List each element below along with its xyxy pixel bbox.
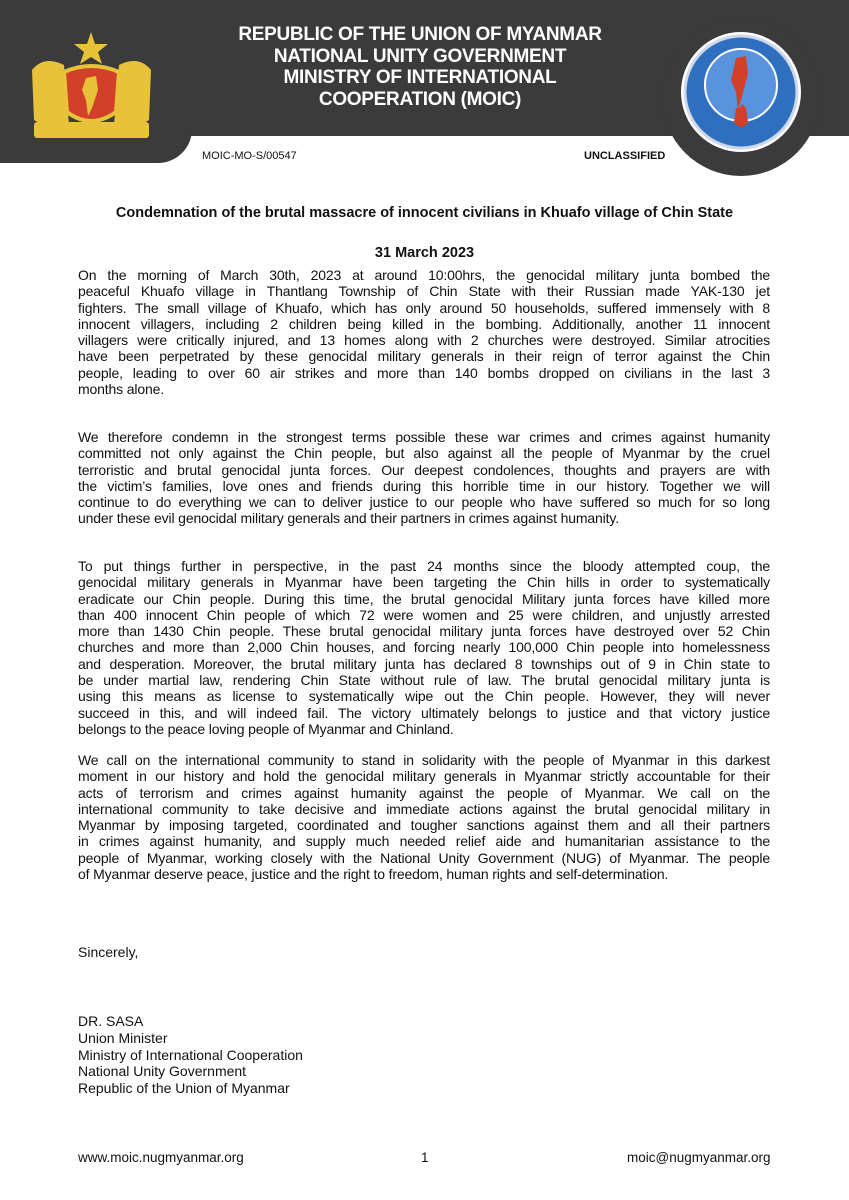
state-seal-emblem — [24, 30, 159, 142]
classification-label: UNCLASSIFIED — [584, 150, 666, 162]
footer-email-link[interactable]: moic@nugmyanmar.org — [627, 1150, 771, 1165]
line: succeed in this, and will indeed fail. The victory ultimately belongs to justice and that victory justice — [78, 704, 770, 721]
signatory-title: Union Minister — [78, 1029, 168, 1046]
line: To put things further in perspective, in the past 24 months since the bloody attempted coup, the — [78, 558, 770, 574]
line: and desperation. Moreover, the brutal military junta has declared 8 townships out of 9 in Chin state to — [78, 655, 770, 672]
line: moment in our history and hold the genocidal military generals in Myanmar strictly accountable for their — [78, 768, 770, 785]
line: fighters. The small village of Khuafo, which has only around 50 households, suffered immensely with 8 — [78, 299, 770, 316]
signatory-country: Republic of the Union of Myanmar — [78, 1080, 290, 1097]
header-line-ministry: MINISTRY OF INTERNATIONAL — [283, 67, 557, 88]
line: belongs to the peace loving people of Myanmar and Chinland. — [78, 720, 454, 737]
line: terroristic and brutal genocidal junta forces. Our deepest condolences, thoughts and prayers are with — [78, 461, 770, 478]
line: under these evil genocidal military generals and their partners in crimes against humanity. — [78, 510, 619, 527]
paragraph-2 — [78, 429, 770, 527]
line: international community to take decisive and immediate actions against the brutal genocidal military in — [78, 800, 770, 817]
line: people of Myanmar, working closely with the National Unity Government (NUG) of Myanmar. The people — [78, 849, 770, 866]
paragraph-3 — [78, 558, 770, 737]
header-line-government: NATIONAL UNITY GOVERNMENT — [273, 45, 567, 67]
header-line-cooperation: COOPERATION (MOIC) — [318, 88, 522, 110]
header-line-republic: REPUBLIC OF THE UNION OF MYANMAR — [238, 24, 602, 45]
closing: Sincerely, — [78, 944, 139, 960]
line: months alone. — [78, 381, 164, 398]
line: We call on the international community to stand in solidarity with the people of Myanmar in this darkest — [78, 752, 770, 768]
line: using this means as license to systematically wipe out the Chin people. However, they will never — [78, 688, 770, 705]
line: villagers were critically injured, and 13 homes along with 2 churches were destroyed. Similar atrocities — [78, 332, 770, 349]
line: of Myanmar deserve peace, justice and the right to freedom, human rights and self-determination. — [78, 866, 669, 883]
line: be under martial law, rendering Chin State without rule of law. The brutal genocidal military junta is — [78, 672, 770, 689]
line: On the morning of March 30th, 2023 at around 10:00hrs, the genocidal military junta bombed the — [78, 267, 770, 283]
page-number: 1 — [421, 1150, 429, 1165]
line: the victim’s families, love ones and friends during this horrible time in our history. Together we will — [78, 477, 770, 494]
line: eradicate our Chin people. During this time, the brutal genocidal Military junta forces have killed more — [78, 590, 770, 607]
document-date: 31 March 2023 — [374, 245, 475, 261]
line: more than 1430 Chin people. These brutal genocidal military junta forces have destroyed over 52 Chin — [78, 623, 770, 640]
line: genocidal military generals in Myanmar have been targeting the Chin hills in order to systematically — [78, 574, 770, 591]
moic-logo — [676, 30, 806, 160]
line: peaceful Khuafo village in Thantlang Township of Chin State with their Russian made YAK-130 jet — [78, 283, 770, 300]
signatory-government: National Unity Government — [78, 1063, 247, 1080]
line: than 400 innocent Chin people of which 72 were women and 25 were children, and unjustly arrested — [78, 606, 770, 623]
reference-number: MOIC-MO-S/00547 — [202, 150, 297, 162]
signature-block — [78, 1013, 303, 1097]
footer-website-link[interactable]: www.moic.nugmyanmar.org — [78, 1150, 244, 1165]
line: innocent villagers, including 2 children being killed in the bombing. Additionally, another 11 innocent — [78, 315, 770, 332]
line: have been perpetrated by these genocidal military generals in their reign of terror against the Chin — [78, 348, 770, 365]
line: Myanmar by imposing targeted, coordinated and tougher sanctions against them and all their partners — [78, 817, 770, 834]
header-titles — [200, 24, 640, 110]
line: committed not only against the Chin people, but also against all the people of Myanmar by the cruel — [78, 445, 770, 462]
line: churches and more than 2,000 Chin houses, and forcing nearly 100,000 Chin people into homelessness — [78, 639, 770, 656]
line: We therefore condemn in the strongest terms possible these war crimes and crimes against humanity — [78, 429, 770, 445]
line: continue to do everything we can to deliver justice to our people who have suffered so much for so long — [78, 494, 770, 511]
line: in crimes against humanity, and supply much needed relief aide and humanitarian assistance to the — [78, 833, 770, 850]
document-title: Condemnation of the brutal massacre of innocent civilians in Khuafo village of Chin State — [115, 205, 734, 221]
line: people, leading to over 60 air strikes and more than 140 bombs dropped on civilians in the last 3 — [78, 364, 770, 381]
paragraph-1 — [78, 267, 770, 397]
signatory-ministry: Ministry of International Cooperation — [78, 1046, 303, 1063]
paragraph-4 — [78, 752, 770, 882]
signatory-name: DR. SASA — [78, 1013, 144, 1029]
line: acts of terrorism and crimes against humanity against the people of Myanmar. We call on the — [78, 784, 770, 801]
